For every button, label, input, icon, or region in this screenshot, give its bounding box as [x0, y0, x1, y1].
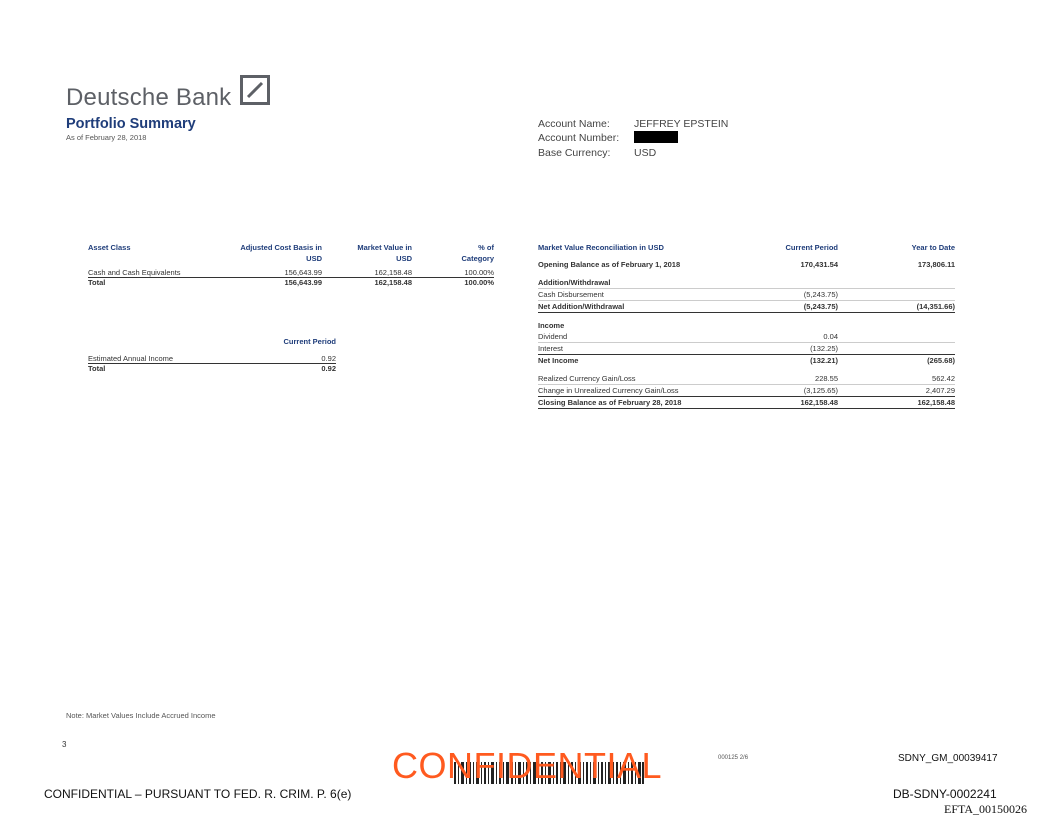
total-pct: 100.00% [464, 278, 494, 287]
table-row [538, 385, 955, 397]
footnote: Note: Market Values Include Accrued Income [66, 711, 216, 720]
table-row [538, 331, 955, 343]
net-income-ytd: (265.68) [927, 356, 955, 365]
confidentiality-notice: CONFIDENTIAL – PURSUANT TO FED. R. CRIM. P. 6(e) [44, 787, 352, 801]
table-row [538, 277, 955, 289]
net-addition-ytd: (14,351.66) [838, 301, 955, 313]
dividend-label: Dividend [538, 331, 738, 343]
table-row [538, 301, 955, 313]
total-cost-basis: 156,643.99 [284, 278, 322, 287]
income-total-label: Total [88, 364, 106, 373]
net-income-label: Net Income [538, 356, 579, 365]
table-row [538, 373, 955, 385]
table-row [538, 259, 955, 270]
page-number: 3 [62, 740, 67, 749]
cost-basis-value: 156,643.99 [236, 268, 322, 278]
dividend-current: 0.04 [738, 331, 838, 343]
base-currency-label: Base Currency: [538, 146, 611, 159]
unrealized-gain-label: Change in Unrealized Currency Gain/Loss [538, 385, 738, 397]
market-value-reconciliation-table [538, 243, 955, 409]
addition-withdrawal-header: Addition/Withdrawal [538, 277, 738, 289]
page-title: Portfolio Summary [66, 116, 196, 132]
asset-class-table [88, 243, 494, 287]
table-row [538, 343, 955, 355]
efta-bates-number: EFTA_00150026 [944, 802, 1028, 816]
confidential-stamp: CONFIDENTIAL [392, 745, 663, 786]
pct-category-header: % of Category [461, 243, 494, 263]
db-sdny-bates-number: DB-SDNY-0002241 [893, 787, 997, 801]
brand-name: Deutsche Bank [66, 84, 232, 111]
cost-basis-header: Adjusted Cost Basis in USD [240, 243, 322, 263]
current-period-header: Current Period [283, 337, 336, 346]
base-currency-value: USD [634, 146, 657, 159]
document-code: 000125 2/6 [718, 755, 749, 761]
as-of-date: As of February 28, 2018 [66, 133, 147, 142]
deutsche-bank-logo-icon [240, 75, 270, 105]
pct-value: 100.00% [412, 268, 494, 278]
opening-balance-current: 170,431.54 [800, 260, 838, 269]
interest-label: Interest [538, 343, 738, 355]
opening-balance-label: Opening Balance as of February 1, 2018 [538, 260, 681, 269]
income-total-value: 0.92 [321, 364, 336, 373]
interest-current: (132.25) [738, 343, 838, 355]
account-name-label: Account Name: [538, 118, 610, 130]
income-value: 0.92 [238, 354, 336, 364]
account-name-value: JEFFREY EPSTEIN [634, 118, 729, 130]
market-value-header: Market Value in USD [357, 243, 412, 263]
total-label: Total [88, 278, 106, 287]
opening-balance-ytd: 173,806.11 [917, 260, 955, 269]
current-period-header: Current Period [785, 243, 838, 252]
income-header: Income [538, 321, 565, 330]
cash-disbursement-label: Cash Disbursement [538, 289, 738, 301]
table-total-row [88, 278, 494, 288]
unrealized-gain-current: (3,125.65) [738, 385, 838, 397]
total-market-value: 162,158.48 [374, 278, 412, 287]
table-total-row [88, 364, 336, 374]
closing-balance-label: Closing Balance as of February 28, 2018 [538, 397, 738, 409]
market-value-value: 162,158.48 [322, 268, 412, 278]
closing-balance-current: 162,158.48 [738, 397, 838, 409]
table-row [538, 397, 955, 409]
reconciliation-title: Market Value Reconciliation in USD [538, 243, 664, 252]
table-row [88, 268, 494, 278]
year-to-date-header: Year to Date [911, 243, 955, 252]
cash-disbursement-current: (5,243.75) [738, 289, 838, 301]
closing-balance-ytd: 162,158.48 [838, 397, 955, 409]
asset-label: Cash and Cash Equivalents [88, 268, 236, 278]
income-label: Estimated Annual Income [88, 354, 238, 364]
net-addition-label: Net Addition/Withdrawal [538, 301, 738, 313]
account-info [538, 117, 728, 160]
table-row [538, 355, 955, 367]
sdny-bates-number: SDNY_GM_00039417 [898, 753, 998, 764]
account-number-label: Account Number: [538, 132, 620, 145]
table-row [538, 289, 955, 301]
realized-gain-label: Realized Currency Gain/Loss [538, 373, 738, 385]
table-row [88, 354, 336, 364]
asset-class-header: Asset Class [88, 243, 131, 252]
realized-gain-current: 228.55 [738, 373, 838, 385]
estimated-income-table [88, 337, 336, 373]
realized-gain-ytd: 562.42 [838, 373, 955, 385]
table-row [538, 320, 955, 331]
net-addition-current: (5,243.75) [738, 301, 838, 313]
redaction-box [634, 131, 678, 143]
unrealized-gain-ytd: 2,407.29 [838, 385, 955, 397]
net-income-current: (132.21) [810, 356, 838, 365]
